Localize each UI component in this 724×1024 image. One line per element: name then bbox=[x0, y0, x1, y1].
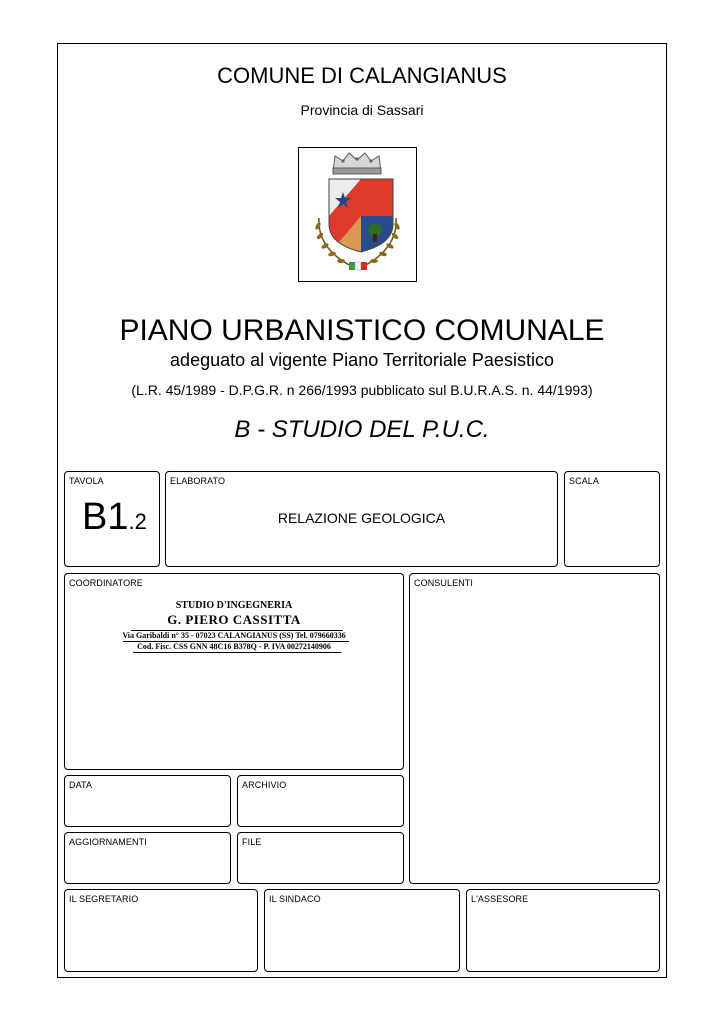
tavola-box bbox=[64, 471, 160, 567]
stamp-line-4: Cod. Fisc. CSS GNN 48C16 B378Q - P. IVA 00272140906 bbox=[137, 642, 331, 651]
shield-icon bbox=[329, 179, 393, 254]
tavola-suffix: .2 bbox=[128, 509, 147, 534]
plan-subtitle: adeguato al vigente Piano Territoriale Paesistico bbox=[170, 350, 554, 370]
tavola-label: TAVOLA bbox=[69, 476, 104, 486]
archivio-box bbox=[237, 775, 404, 827]
segretario-box bbox=[64, 889, 258, 972]
sindaco-box bbox=[264, 889, 460, 972]
elaborato-value: RELAZIONE GEOLOGICA bbox=[277, 510, 446, 526]
assessore-label: L'ASSESORE bbox=[471, 894, 529, 904]
plan-law-reference: (L.R. 45/1989 - D.P.G.R. n 266/1993 pubblicato sul B.U.R.A.S. n. 44/1993) bbox=[131, 382, 593, 398]
elaborato-box bbox=[165, 471, 558, 567]
archivio-label: ARCHIVIO bbox=[242, 780, 287, 790]
file-label: FILE bbox=[242, 837, 262, 847]
consulenti-label: CONSULENTI bbox=[414, 578, 474, 588]
section-title: B - STUDIO DEL P.U.C. bbox=[234, 416, 490, 443]
stamp-line-2: G. PIERO CASSITTA bbox=[167, 612, 301, 627]
elaborato-label: ELABORATO bbox=[170, 476, 226, 486]
segretario-label: IL SEGRETARIO bbox=[69, 894, 139, 904]
crown-icon bbox=[333, 153, 381, 174]
data-box bbox=[64, 775, 231, 827]
stamp-line-1: STUDIO D'INGEGNERIA bbox=[175, 600, 293, 611]
aggiornamenti-label: AGGIORNAMENTI bbox=[69, 837, 147, 847]
scala-label: SCALA bbox=[569, 476, 600, 486]
sindaco-label: IL SINDACO bbox=[269, 894, 321, 904]
consulenti-box bbox=[409, 573, 660, 884]
file-box bbox=[237, 832, 404, 884]
scala-box bbox=[564, 471, 660, 567]
municipality-name: COMUNE DI CALANGIANUS bbox=[217, 63, 507, 88]
plan-title: PIANO URBANISTICO COMUNALE bbox=[119, 314, 605, 347]
coordinatore-label: COORDINATORE bbox=[69, 578, 143, 588]
assessore-box bbox=[466, 889, 660, 972]
tricolor-ribbon-icon bbox=[349, 262, 367, 270]
coat-of-arms-icon bbox=[298, 147, 417, 282]
aggiornamenti-box bbox=[64, 832, 231, 884]
data-label: DATA bbox=[69, 780, 93, 790]
stamp-line-3: Via Garibaldi n° 35 - 07023 CALANGIANUS (SS) Tel. 079660336 bbox=[122, 631, 346, 640]
coordinatore-box bbox=[64, 573, 404, 770]
stamp-divider bbox=[133, 652, 341, 653]
province-name: Provincia di Sassari bbox=[300, 102, 424, 118]
tavola-value: B1.2 bbox=[82, 496, 147, 538]
